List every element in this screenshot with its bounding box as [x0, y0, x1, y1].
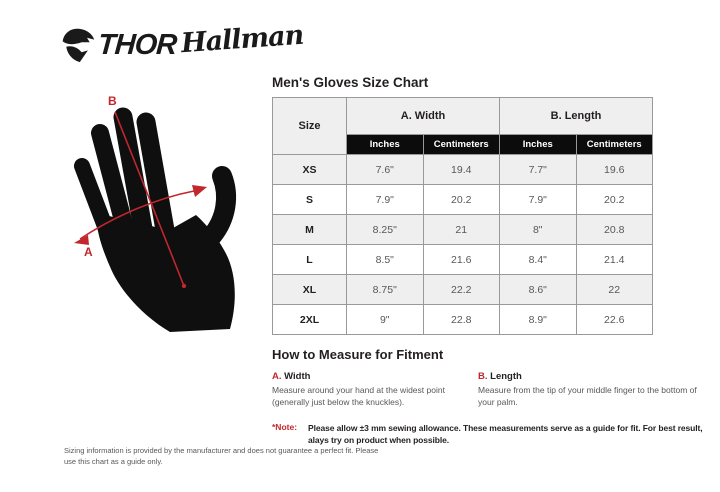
- size-row-xl: [273, 275, 653, 305]
- size-table: [272, 97, 653, 335]
- length-inches-value: 7.7": [500, 155, 577, 185]
- fitment-length-description: Measure from the tip of your middle finger to the bottom of your palm.: [478, 385, 697, 408]
- fitment-width-column: [272, 371, 478, 409]
- length-centimeters-value: 22.6: [576, 305, 653, 335]
- diagram-label-a: A: [84, 245, 93, 259]
- fitment-width-label: Width: [284, 371, 311, 382]
- length-inches-value: 7.9": [500, 185, 577, 215]
- size-row-l: [273, 245, 653, 275]
- width-centimeters-value: 21.6: [423, 245, 500, 275]
- size-row-2xl: [273, 305, 653, 335]
- fitment-length-heading: [478, 371, 706, 382]
- length-inches-value: 8.6": [500, 275, 577, 305]
- length-centimeters-value: 19.6: [576, 155, 653, 185]
- width-centimeters-value: 22.2: [423, 275, 500, 305]
- col-header-size: Size: [273, 98, 347, 155]
- fitment-section: [272, 347, 706, 447]
- thor-wordmark: THOR: [96, 28, 178, 61]
- glove-measurement-diagram: [66, 84, 256, 339]
- size-row-m: [273, 215, 653, 245]
- fitment-width-prefix: A.: [272, 371, 282, 382]
- size-row-s: [273, 185, 653, 215]
- length-centimeters-value: 20.2: [576, 185, 653, 215]
- diagram-label-b: B: [108, 94, 117, 108]
- col-header-length-centimeters: Centimeters: [576, 135, 653, 155]
- col-header-width-group: A. Width: [347, 98, 500, 135]
- width-inches-value: 7.9": [347, 185, 424, 215]
- fitment-length-label: Length: [490, 371, 522, 382]
- hallman-wordmark: Hallman: [180, 19, 305, 60]
- width-inches-value: 8.25": [347, 215, 424, 245]
- size-row-xs: [273, 155, 653, 185]
- chart-title: Men's Gloves Size Chart: [272, 75, 429, 90]
- width-inches-value: 8.75": [347, 275, 424, 305]
- disclaimer: Sizing information is provided by the manufacturer and does not guarantee a perfect fit. Please use this chart as a guide only.: [64, 446, 379, 467]
- fitment-note: [272, 422, 706, 448]
- length-inches-value: 8.4": [500, 245, 577, 275]
- note-text: Please allow ±3 mm sewing allowance. These measurements serve as a guide for fit. For best result, alays try on product when possible.: [308, 422, 703, 446]
- width-inches-value: 7.6": [347, 155, 424, 185]
- width-centimeters-value: 21: [423, 215, 500, 245]
- fitment-width-heading: [272, 371, 478, 382]
- size-label: 2XL: [273, 305, 347, 335]
- note-label: *Note:: [272, 421, 298, 432]
- length-centimeters-value: 21.4: [576, 245, 653, 275]
- col-header-length-inches: Inches: [500, 135, 577, 155]
- fitment-width-description: Measure around your hand at the widest point (generally just below the knuckles).: [272, 385, 445, 408]
- fitment-title: How to Measure for Fitment: [272, 347, 444, 362]
- fitment-length-column: [478, 371, 706, 409]
- length-inches-value: 8.9": [500, 305, 577, 335]
- col-header-width-centimeters: Centimeters: [423, 135, 500, 155]
- width-centimeters-value: 22.8: [423, 305, 500, 335]
- size-label: S: [273, 185, 347, 215]
- width-inches-value: 8.5": [347, 245, 424, 275]
- hallman-logo: [180, 19, 305, 60]
- size-label: L: [273, 245, 347, 275]
- width-inches-value: 9": [347, 305, 424, 335]
- size-label: XS: [273, 155, 347, 185]
- col-header-width-inches: Inches: [347, 135, 424, 155]
- size-label: XL: [273, 275, 347, 305]
- length-centimeters-value: 22: [576, 275, 653, 305]
- thor-logo: [60, 24, 176, 66]
- width-centimeters-value: 19.4: [423, 155, 500, 185]
- fitment-columns: [272, 371, 706, 409]
- length-inches-value: 8": [500, 215, 577, 245]
- width-centimeters-value: 20.2: [423, 185, 500, 215]
- thor-helmet-icon: [60, 25, 96, 65]
- size-label: M: [273, 215, 347, 245]
- length-centimeters-value: 20.8: [576, 215, 653, 245]
- fitment-length-prefix: B.: [478, 371, 488, 382]
- col-header-length-group: B. Length: [500, 98, 653, 135]
